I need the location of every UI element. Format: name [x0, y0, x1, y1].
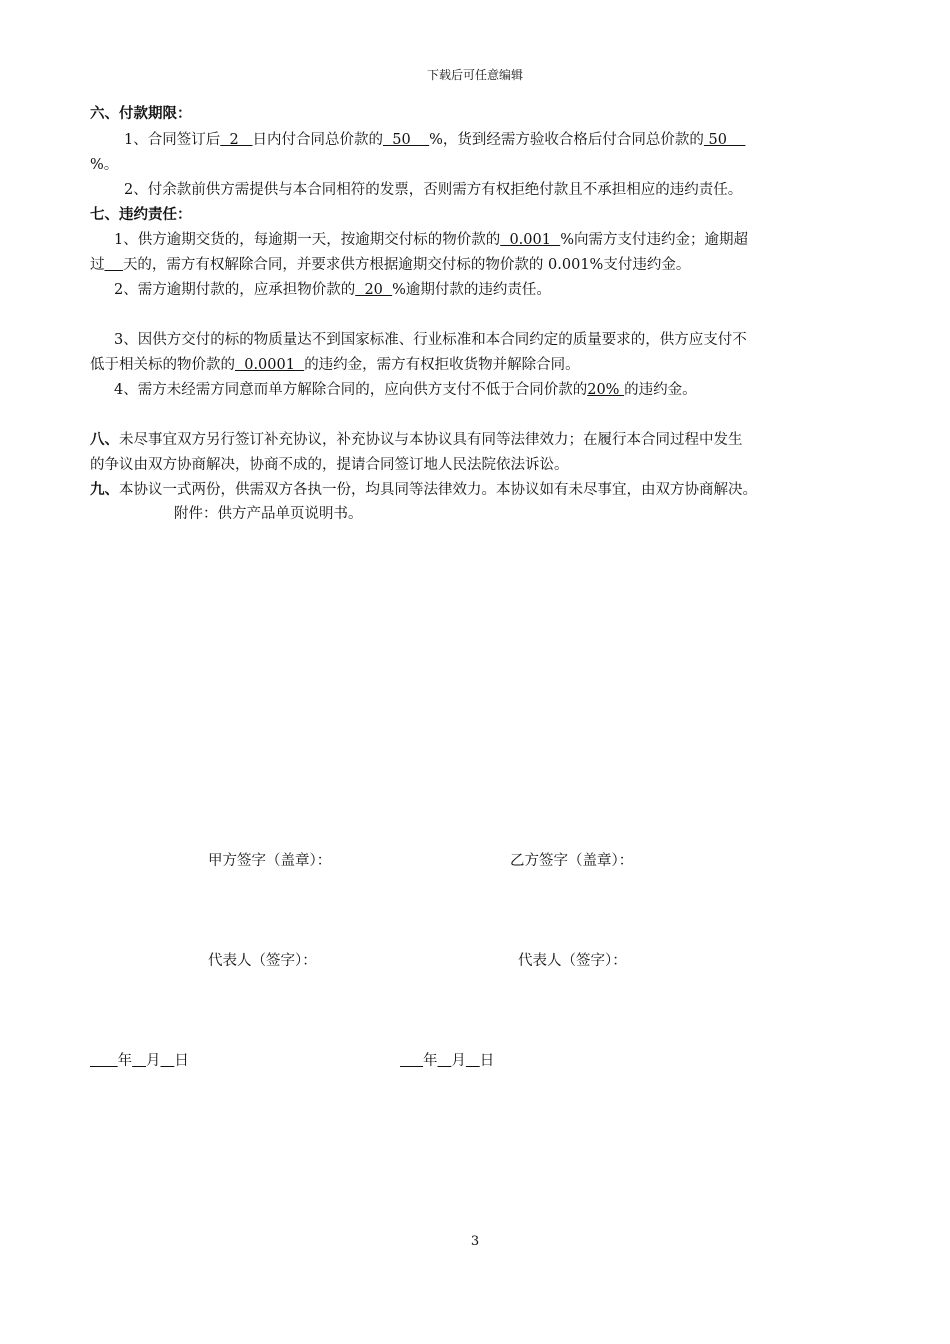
- section-7-title: 七、违约责任：: [90, 207, 192, 223]
- month-label: 月: [451, 1053, 466, 1069]
- party-b-signature-label: 乙方签字（盖章）：: [510, 853, 634, 869]
- page-header: 下载后可任意编辑: [426, 68, 523, 82]
- clause-text: 低于相关标的物价款的: [90, 357, 235, 373]
- year-blank: [90, 1053, 118, 1069]
- blank-days: [105, 257, 123, 273]
- clause-text: %，货到经需方验收合格后付合同总价款的: [429, 132, 704, 148]
- day-blank: [466, 1053, 480, 1069]
- clause-text: 2、需方逾期付款的，应承担物价款的: [114, 282, 356, 298]
- year-label: 年: [117, 1053, 133, 1069]
- section-8-text: 未尽事宜双方另行签订补充协议，补充协议与本协议具有同等法律效力；在履行本合同过程中发生: [119, 432, 743, 448]
- clause-text: %逾期付款的违约责任。: [392, 282, 551, 298]
- clause-text: 天的，需方有权解除合同，并要求供方根据逾期交付标的物价款的 0.001%支付违约金。: [122, 257, 691, 273]
- year-blank: [400, 1053, 423, 1069]
- section-6-clause-2: 2、付余款前供方需提供与本合同相符的发票，否则需方有权拒绝付款且不承担相应的违约责任。: [124, 182, 743, 198]
- section-9-text: 本协议一式两份，供需双方各执一份，均具同等法律效力。本协议如有未尽事宜，由双方协商解决。: [119, 482, 757, 498]
- clause-text: 过: [90, 257, 105, 273]
- clause-text: 4、需方未经需方同意而单方解除合同的，应向供方支付不低于合同价款的: [114, 382, 588, 398]
- clause-text: %向需方支付违约金；逾期超: [560, 232, 748, 248]
- year-label: 年: [423, 1053, 438, 1069]
- month-blank: [132, 1053, 146, 1069]
- section-9: [90, 480, 870, 500]
- party-b-representative-label: 代表人（签字）：: [518, 953, 627, 969]
- blank-rate: 0.001: [500, 232, 561, 248]
- clause-text: 日内付合同总价款的: [252, 132, 384, 148]
- blank-percent: 20: [355, 282, 393, 298]
- day-blank: [160, 1053, 174, 1069]
- day-label: 日: [174, 1053, 189, 1069]
- party-b-date: [400, 1051, 494, 1071]
- blank-percent: 50: [383, 132, 430, 148]
- attachment-note: 附件：供方产品单页说明书。: [174, 506, 363, 522]
- blank-days: 2: [220, 132, 253, 148]
- party-a-representative-label: 代表人（签字）：: [208, 953, 317, 969]
- blank-rate: 0.0001: [235, 357, 305, 373]
- clause-text: 的违约金。: [624, 382, 697, 398]
- blank-percent: 20%: [587, 382, 625, 398]
- page-number: 3: [470, 1234, 480, 1249]
- clause-text: 1、合同签订后: [124, 132, 221, 148]
- section-7-clause-1-cont: [90, 255, 870, 275]
- party-a-signature-label: 甲方签字（盖章）：: [208, 853, 332, 869]
- section-7-clause-3: 3、因供方交付的标的物质量达不到国家标准、行业标准和本合同约定的质量要求的，供方应支付不: [114, 332, 747, 348]
- section-6-clause-1-end: %。: [90, 157, 119, 173]
- section-6-title: 六、付款期限：: [90, 106, 192, 122]
- blank-percent: 50: [703, 132, 746, 148]
- month-blank: [438, 1053, 452, 1069]
- clause-text: 1、供方逾期交货的，每逾期一天，按逾期交付标的物价款的: [114, 232, 501, 248]
- party-a-date: [90, 1051, 189, 1071]
- section-7-clause-2: [114, 280, 894, 300]
- clause-text: 的违约金，需方有权拒收货物并解除合同。: [304, 357, 580, 373]
- section-8-title: 八、: [90, 432, 119, 448]
- month-label: 月: [145, 1053, 161, 1069]
- section-6-clause-1: [124, 130, 904, 150]
- section-8-cont: 的争议由双方协商解决，协商不成的，提请合同签订地人民法院依法诉讼。: [90, 457, 569, 473]
- day-label: 日: [479, 1053, 495, 1069]
- section-7-clause-3-cont: [90, 355, 870, 375]
- section-7-clause-4: [114, 380, 894, 400]
- section-7-clause-1: [114, 230, 894, 250]
- section-9-title: 九、: [90, 482, 119, 498]
- section-8: [90, 430, 870, 450]
